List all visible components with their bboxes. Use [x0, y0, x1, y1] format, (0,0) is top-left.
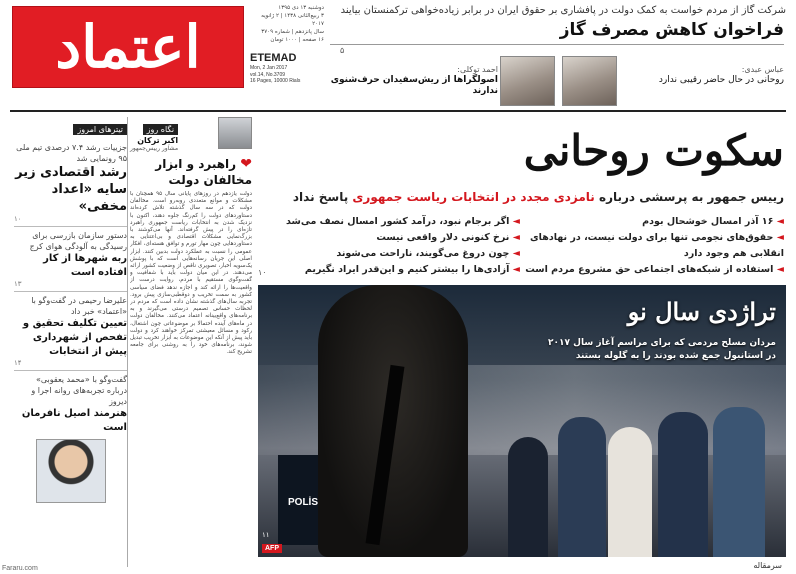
headline-link[interactable]: رشد اقتصادی زیر سایه «اعداد مخفی»: [15, 165, 127, 214]
police-label: POLİS: [288, 497, 319, 508]
author-role: مشاور رییس‌جمهور: [130, 145, 179, 152]
lead-headline[interactable]: سکوت روحانی: [523, 126, 784, 175]
issue-date-block: دوشنبه ۱۳ دی ۱۳۹۵ ۳ ربیع‌الثانی ۱۴۳۸ | ۲ ژانویه ۲۰۱۷ سال پانزدهم | شماره ۳۷۰۹ ۱۶ صفحه | ۱۰۰۰ تومان: [261, 5, 324, 43]
agency-credit: AFP: [262, 544, 282, 553]
divider: [14, 291, 127, 292]
page-number: ۱۳: [14, 280, 22, 288]
photo-caption: مردان مسلح مردمی که برای مراسم آغاز سال ۲۰۱۷ در استانبول جمع شده بودند را به گلوله بستند: [548, 338, 776, 361]
photo-title: تراژدی سال نو: [627, 297, 776, 326]
photo-person: [558, 417, 606, 557]
portrait-abdi: [562, 56, 617, 106]
page-number: ۱۴: [14, 359, 22, 367]
bullet-item: ◄ نرخ کنونی دلار واقعی نیست: [376, 232, 520, 243]
oped-body: دولت یازدهم در روزهای پایانی سال ۹۵ همچنان با مشکلات و موانع متعددی روبه‌رو است. مخالفان دولت که در سه سال گذشته تلاش کرده‌اند دستاوردهای دولت را کم‌رنگ جلوه دهند، اکنون با نزدیک شدن به انتخابات ریاست جمهوری راهبرد تازه‌ای را در پیش گرفته‌اند. آنها می‌کوشند با بزرگ‌نمایی مشکلات اقتصادی و بی‌اعتنایی به دستاوردهایی چون مهار تورم و توافق هسته‌ای، افکار عمومی را نسبت به عملکرد دولت بدبین کنند. ابزار اصلی این جریان رسانه‌هایی است که با پوشش یک‌سویه اخبار، تصویری ناقص از وضعیت کشور ارائه می‌دهند. در این میان دولت باید با شفافیت و گفت‌وگوی مستقیم با مردم، روایت درست از واقعیت‌ها را ارائه کند و اجازه ندهد فضای سیاسی کشور به سمت تخریب و دوقطبی‌سازی پیش برود. تجربه سال‌های گذشته نشان داده است که مردم در لحظات حساس تصمیم درستی می‌گیرند و به برنامه‌های واقع‌بینانه اعتماد می‌کنند. مخالفان دولت در ماه‌های آینده احتمالا بر موضوعاتی چون اشتغال، رکود و مسائل معیشتی تمرکز خواهند کرد و دولت باید پیش از آنکه این موضوعات به ابزار تخریب تبدیل شوند، برنامه‌های خود را به روشنی برای جامعه تشریح کند.: [130, 191, 252, 356]
quote-abdi[interactable]: عباس عبدی: روحانی در حال حاضر رقیبی ندارد: [658, 65, 784, 85]
bullet-icon: ◄: [509, 216, 520, 227]
bullet-item: ◄ آزادی‌ها را بیشتر کنیم و این‌قدر ایراد نگیریم: [304, 264, 520, 275]
author-name: اکبر ترکان: [137, 136, 179, 145]
divider: [14, 226, 127, 227]
newspaper-logo: اعتماد: [12, 6, 244, 88]
photo-person: [508, 437, 548, 557]
bullet-icon: ◄: [509, 232, 520, 243]
todays-headlines-column: [10, 117, 128, 567]
oped-column: [130, 117, 252, 567]
bullet-icon: ◄: [773, 264, 784, 275]
headline-kicker: علیرضا رحیمی در گفت‌وگو با «اعتماد» خبر داد: [31, 296, 127, 316]
headline-kicker: گفت‌وگو با «محمد یعقوبی» درباره تجربه‌های روانه اجرا و دیروز: [31, 375, 127, 406]
bullet-item: ◄ چون دروغ می‌گویند، ناراحت می‌شوند: [336, 248, 520, 259]
bullet-item: ◄ حقوق‌های نجومی تنها برای دولت نیست، در نهادهای انقلابی هم وجود دارد: [529, 232, 784, 259]
oped-headline[interactable]: ❤ راهبرد و ابزار مخالفان دولت: [155, 156, 252, 187]
headline-link[interactable]: تعیین تکلیف تحقیق و تفحص از شهرداری پیش از انتخابات: [22, 318, 127, 357]
bullet-icon: ◄: [773, 216, 784, 227]
heart-icon: ❤: [240, 156, 252, 172]
top-story-kicker: شرکت گاز از مردم خواست به کمک دولت در پافشاری بر حقوق ایران در برابر زیاده‌خواهی ترکمنستان بیایند: [340, 5, 786, 16]
bullet-item: ◄ اگر برجام نبود، درآمد کشور امسال نصف می‌شد: [286, 216, 520, 227]
portrait-tavakoli: [500, 56, 555, 106]
photo-person: [658, 412, 708, 557]
headline-kicker: دستور سازمان بازرسی برای رسیدگی به آلودگی هوای کرج: [29, 231, 127, 251]
watermark: Fararu.com: [2, 565, 38, 572]
section-label: سرمقاله: [753, 561, 782, 570]
bullet-list-right: [514, 214, 784, 278]
bullet-item: ◄ ۱۶ آذر امسال خوشحال بودم: [642, 216, 784, 227]
headline-link[interactable]: ربه شهرها از کار افتاده است: [43, 253, 127, 278]
photo-person: [608, 427, 652, 557]
divider: [14, 370, 127, 371]
lead-photo[interactable]: [258, 285, 786, 557]
top-story-headline[interactable]: فراخوان کاهش مصرف گاز: [559, 20, 784, 40]
section-label: نگاه روز: [143, 124, 178, 135]
masthead-divider: [10, 110, 786, 112]
bullet-list-left: [262, 214, 520, 278]
page-number: ۱۰: [14, 215, 22, 223]
quote-tavakoli[interactable]: احمد توکلی: اصولگراها از ریش‌سفیدان حرف‌شنوی ندارند: [330, 65, 498, 96]
divider: [330, 44, 784, 45]
photo-person: [713, 407, 765, 557]
headline-kicker: جزییات رشد ۷.۴ درصدی تیم ملی ۹۵ رونمایی شد: [16, 143, 127, 163]
bullet-icon: ◄: [773, 232, 784, 243]
page-number: ۱۰: [258, 268, 267, 277]
section-label: تیترهای امروز: [73, 124, 127, 135]
english-issue-block: ETEMAD Mon, 2 Jan 2017 vol.14, No.3709 16 Pages, 10000 Rials: [250, 52, 301, 84]
headline-link[interactable]: هنرمند اصیل نافرمان است: [21, 408, 127, 433]
author-photo: [218, 117, 252, 149]
page-number: ۱۱: [262, 531, 270, 539]
bullet-item: ◄ استفاده از شبکه‌های اجتماعی حق مشروع مردم است: [525, 264, 784, 275]
page-number: ۵: [340, 46, 345, 55]
lead-subhead: رییس جمهور به پرسشی درباره نامزدی مجدد در انتخابات ریاست جمهوری پاسخ نداد: [292, 190, 784, 204]
bullet-icon: ◄: [509, 264, 520, 275]
author-photo: [36, 439, 106, 503]
bullet-icon: ◄: [509, 248, 520, 259]
